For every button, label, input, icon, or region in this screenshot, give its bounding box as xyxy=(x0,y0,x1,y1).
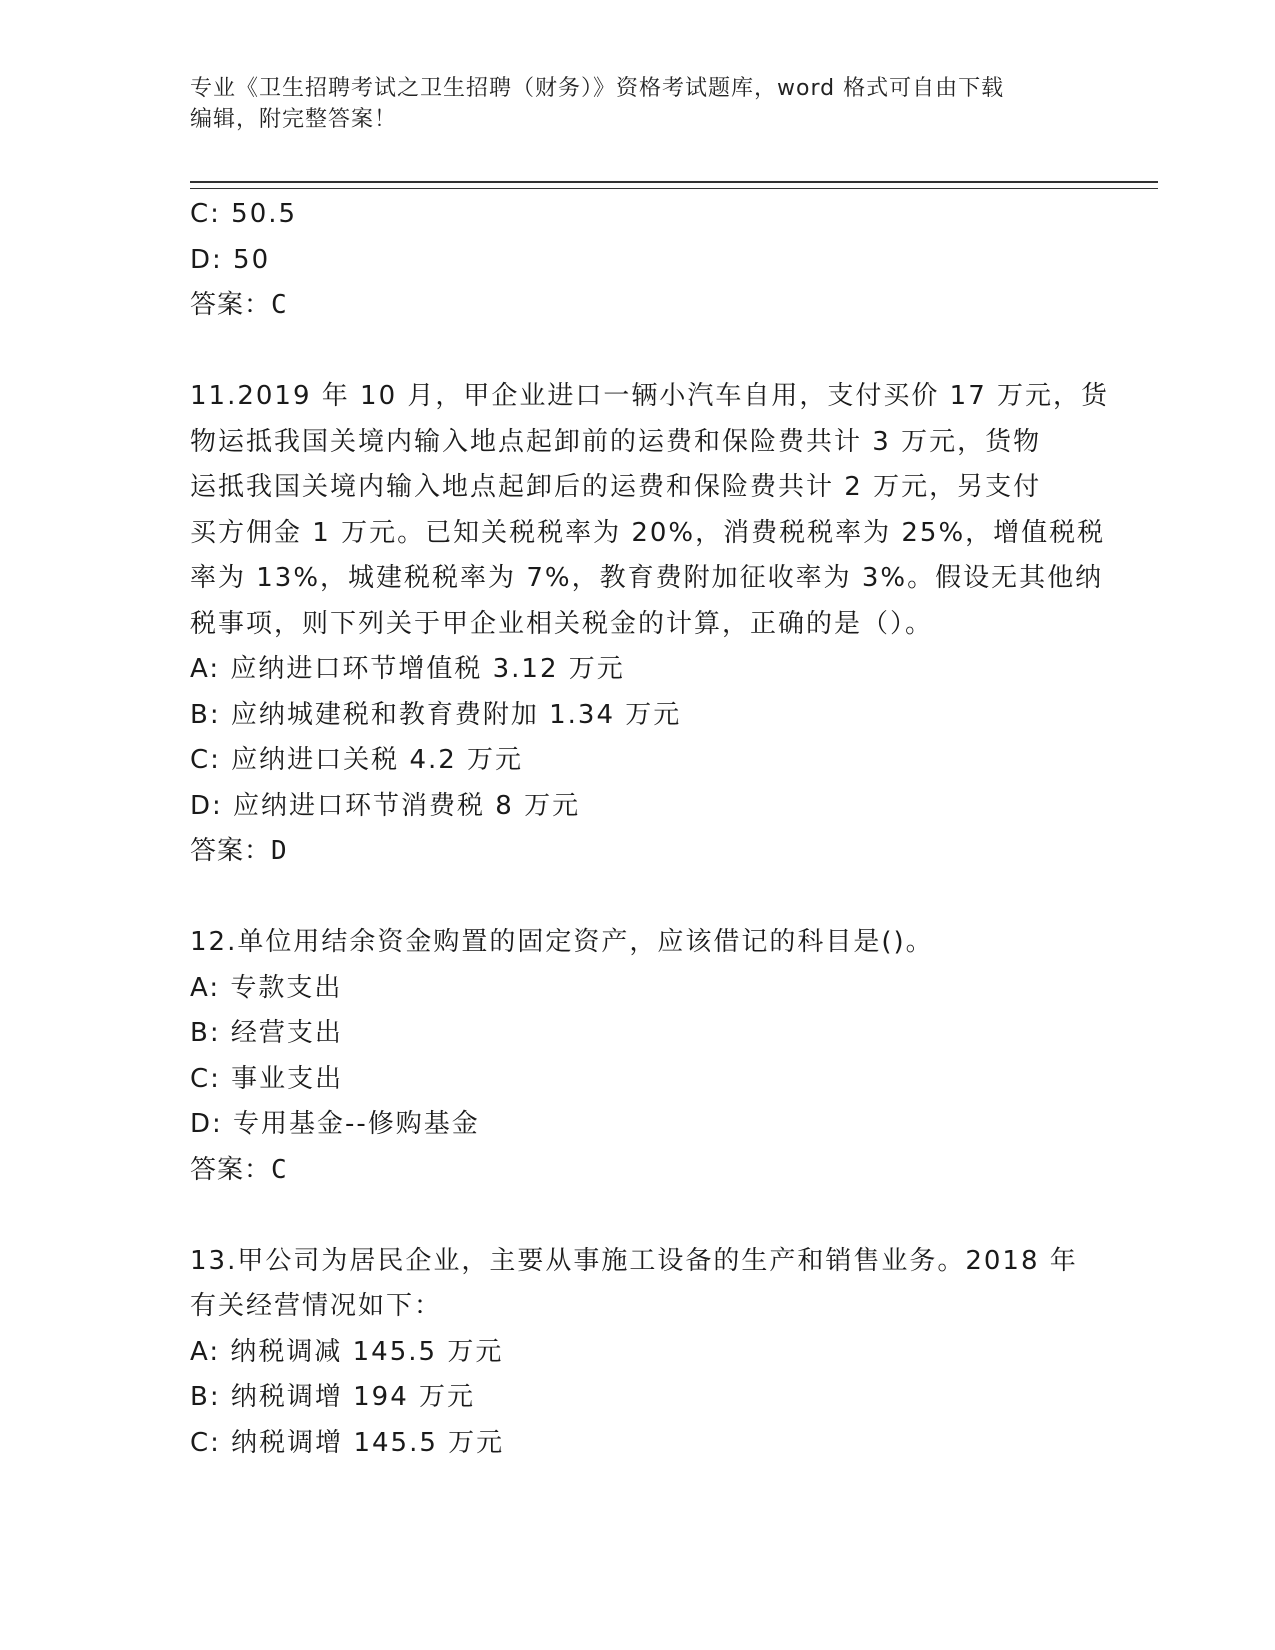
q13-stem-line: 有关经营情况如下： xyxy=(190,1291,443,1321)
q12-option-d: D: 专用基金--修购基金 xyxy=(190,1109,480,1139)
q11-stem-line: 11.2019 年 10 月，甲企业进口一辆小汽车自用，支付买价 17 万元，货 xyxy=(190,381,1110,411)
spacer xyxy=(190,1193,1090,1239)
header-line-1: 专业《卫生招聘考试之卫生招聘（财务）》资格考试题库，word 格式可自由下载 xyxy=(190,76,1005,101)
q11-option-c: C: 应纳进口关税 4.2 万元 xyxy=(190,745,524,775)
q11-option-b: B: 应纳城建税和教育费附加 1.34 万元 xyxy=(190,699,682,730)
q12-stem: 12.单位用结余资金购置的固定资产，应该借记的科目是()。 xyxy=(190,927,934,957)
q11-stem-line: 运抵我国关境内输入地点起卸后的运费和保险费共计 2 万元，另支付 xyxy=(190,472,1042,502)
q12-option-a: A: 专款支出 xyxy=(190,972,343,1003)
q11-stem-line: 买方佣金 1 万元。已知关税税率为 20%，消费税税率为 25%，增值税税 xyxy=(190,517,1106,548)
q13-option-c: C: 纳税调增 145.5 万元 xyxy=(190,1427,505,1458)
q11-stem-line: 物运抵我国关境内输入地点起卸前的运费和保险费共计 3 万元，货物 xyxy=(190,426,1042,457)
q11-answer: 答案：D xyxy=(190,836,288,866)
document-header xyxy=(190,73,1090,135)
question-content xyxy=(190,192,1110,1466)
q10-option-c: C: 50.5 xyxy=(190,199,298,229)
q12-answer: 答案：C xyxy=(190,1154,288,1185)
q11-stem-line: 税事项，则下列关于甲企业相关税金的计算，正确的是（）。 xyxy=(190,608,934,639)
q10-answer: 答案：C xyxy=(190,290,288,320)
q11-stem-line: 率为 13%，城建税税率为 7%，教育费附加征收率为 3%。假设无其他纳 xyxy=(190,563,1104,593)
q11-option-d: D: 应纳进口环节消费税 8 万元 xyxy=(190,790,581,821)
header-divider xyxy=(190,181,1158,189)
header-line-2: 编辑，附完整答案！ xyxy=(190,107,398,132)
q13-stem-line: 13.甲公司为居民企业，主要从事施工设备的生产和销售业务。2018 年 xyxy=(190,1245,1078,1276)
spacer xyxy=(190,329,1090,375)
q10-option-d: D: 50 xyxy=(190,244,271,275)
q13-option-b: B: 纳税调增 194 万元 xyxy=(190,1382,476,1412)
spacer xyxy=(190,875,1090,921)
q13-option-a: A: 纳税调减 145.5 万元 xyxy=(190,1336,504,1367)
q12-option-c: C: 事业支出 xyxy=(190,1063,344,1094)
q11-option-a: A: 应纳进口环节增值税 3.12 万元 xyxy=(190,654,625,684)
q12-option-b: B: 经营支出 xyxy=(190,1018,343,1048)
